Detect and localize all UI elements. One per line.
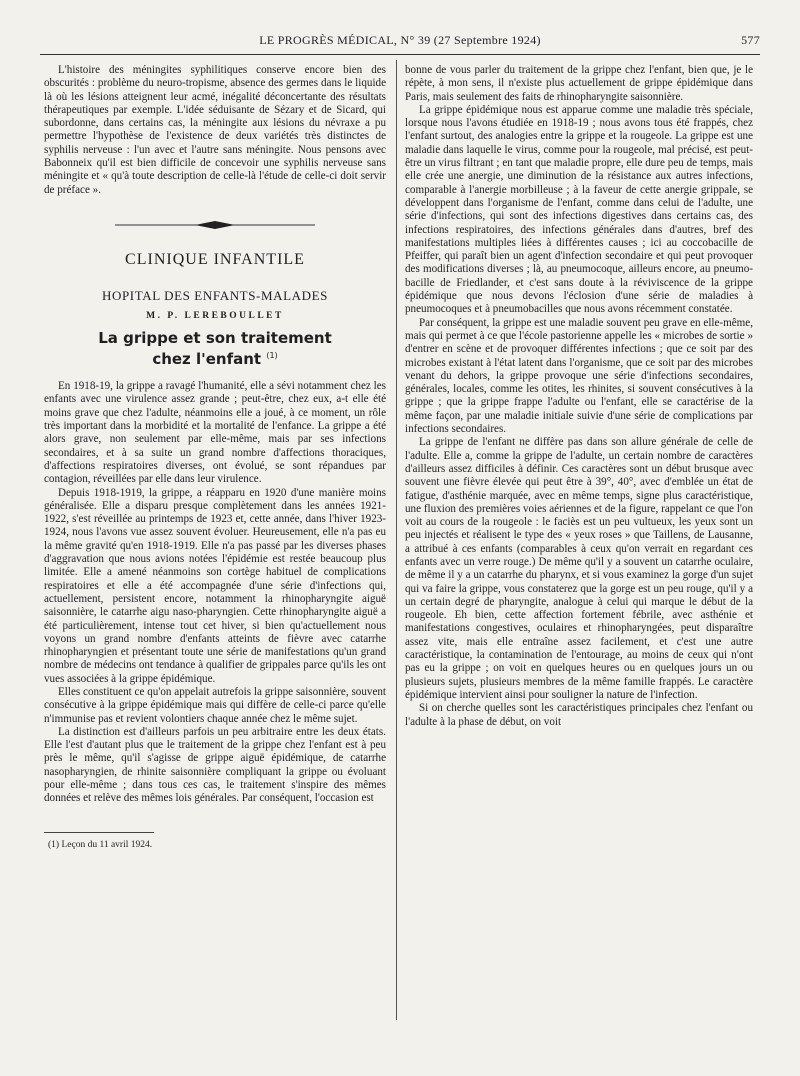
page-header [40,33,760,51]
journal-title: LE PROGRÈS MÉDICAL, N° 39 (27 Septembre 1924) [259,33,541,47]
column-divider [396,60,397,1020]
hospital-name: HOPITAL DES ENFANTS-MALADES [101,287,329,303]
header-rule [40,54,760,55]
section-title: CLINIQUE INFANTILE [125,251,305,269]
author-name: M. P. LEREBOULLET [146,310,284,321]
body-paragraph: Depuis 1918-1919, la grippe, a réapparu en 1920 d'une manière moins généralisée. Elle a disparu presque complètement dans les années 1921-1922, s'est réveillée au printemps de 1923 et, cette année, dans l'hiver 1923-1924, nous l'avons vue assez souvent évoluer. Heureusement, elle n'a pas eu la même gravité qu'en 1918-1919. Elle n'a pas passé par les diverses phases d'aggravation que nous avions notées l'épidémie est restée beaucoup plus limitée. Elle a amené néanmoins son cortège habituel de complications respiratoires et elle a été accompagnée d'une série d'infections qui, actuellement, persistent encore, notamment la rhinopharyngite aiguë saisonnière, le catarrhe aigu naso-pharyngien. Cette rhinopharyngite aiguë a été particulièrement, intense tout cet hiver, si bien qu'actuellement nous voyons un grand nombre d'enfants atteints de fièvre avec catarrhe rhinopharyngien et présentant toute une série de manifestations qu'un grand nombre de médecins ont tendance à qualifier de grippales parce qu'ils les ont vues associées à la grippe épidémique. [44,486,386,685]
left-column [44,64,386,852]
footnote: (1) Leçon du 11 avril 1924. [48,839,153,850]
right-column [405,64,753,729]
ornament-divider [44,219,386,235]
body-paragraph: La grippe de l'enfant ne diffère pas dans son allure générale de celle de l'adulte. Elle a, comme la grippe de l'adulte, un certain nombre de caractères d'ailleurs assez difficiles à définir. Ces caractères sont un début brusque avec souvent une fièvre élevée qui peut être à 39°, 40°, avec d'emblée un état de fatigue, d'asthénie marquée, avec en même temps, signe plus caractéristique, une fluxion des premières voies aériennes et de la figure, rappelant ce que l'on voit au cours de la rougeole : le faciès est un peu vultueux, les yeux sont un peu injectés et réalisent le type des « yeux roses » que Taillens, de Lausanne, a attribué à ces enfants (comparables à ceux qu'on verrait en regardant ces enfants avec un verre rouge.) De même qu'il y a souvent un catarrhe oculaire, de même il y a un catarrhe du pharynx, et si vous examinez la gorge d'un sujet qui va faire la grippe, vous constaterez que la gorge est un peu rouge, qu'il y a un certain degré de pharyngite, analogue à celui qui marque le début de la rougeole. Eh bien, cette affection fortement fébrile, avec asthénie et manifestations congestives, oculaires et rhinopharyngées, peut disparaître assez vite, mais elle entraîne assez facilement, et c'est une autre caractéristique, la contamination de l'entourage, au moins de ceux qui n'ont pas eu la grippe ; on voit en quelques heures ou en quelques jours un ou plusieurs sujets, plusieurs membres de la même famille frappés. Le caractère épidémique intervient ainsi pour souligner la nature de l'infection. [405,436,753,701]
body-paragraph: bonne de vous parler du traitement de la grippe chez l'enfant, bien que, je le répète, à mon sens, il n'existe plus actuellement de grippe épidémique dans Paris, mais seulement des faits de rhinopharyngite saisonnière. [405,64,753,103]
body-paragraph: Par conséquent, la grippe est une maladie souvent peu grave en elle-même, mais qui permet à ce que l'école pastorienne appelle les « microbes de sortie » d'entrer en scène et de provoquer différentes infections ; que ce soit par des microbes existant à l'état latent dans l'organisme, que ce soit par des microbes venant du dehors, la grippe provoque une série d'infections secondaires, générales, locales, comme les otites, les rhinites, si souvent consécutives à la grippe ; que la grippe frappe l'adulte ou l'enfant, elle se caractérise de la même façon, par une maladie initiale suivie d'une série de complications par infections secondaires. [405,316,753,436]
body-paragraph: La grippe épidémique nous est apparue comme une maladie très spéciale, lorsque nous l'avons étudiée en 1918-19 ; nous avons tous été frappés, chez l'enfant surtout, des analogies entre la grippe et la rougeole. La grippe est une maladie dans laquelle le virus, comme pour la rougeole, mal précisé, est peut-être un virus filtrant ; en tant que maladie propre, elle dure peu de temps, mais elle crée une anergie, une diminution de la résistance aux autres infections, comparable à l'anergie morbilleuse ; à la faveur de cette anergie grippale, se développent dans l'organisme de l'enfant, comme dans celui de l'adulte, une série d'infections, qui sont des infections digestives dans certains cas, des infections respiratoires, des infections générales dans d'autres, bref des manifestations multiples liées à différentes causes ; ici au coccobacille de Pfeiffer, qui paraît bien un agent d'infection secondaire et qui peut provoquer des modifications diverses ; là, au pneumocoque, ailleurs encore, au pneumo-bacille de Friedlander, et c'est sans doute à la réviviscence de la grippe épidémique que nous devons l'éclosion d'une série de maladies à pneumocoques et à pneumobacilles que nous avons récemment constatée. [405,103,753,316]
footnote-rule [44,832,154,833]
ornament-icon [115,219,315,231]
body-paragraph: En 1918-19, la grippe a ravagé l'humanité, elle a sévi notamment chez les enfants avec une virulence assez grande ; peut-être, chez eux, a-t elle été moins grave que chez l'adulte, néanmoins elle a joué, à ce moment, un rôle très important dans la morbidité et la mortalité de l'enfance. La grippe a été alors grave, non seulement par elle-même, mais par ses infections secondaires, et à sa suite un grand nombre d'affections thoraciques, d'affections respiratoires diverses, ont évolué, se sont répandues par contagion, réveillées par elle dans leur virulence. [44,380,386,486]
footnote-marker: (1) [266,351,278,361]
article-title [44,329,386,368]
page-number: 577 [741,33,760,47]
article-title-line-1: La grippe et son traitement [98,329,332,348]
article-title-line-2: chez l'enfant [152,350,262,369]
body-paragraph: Elles constituent ce qu'on appelait autrefois la grippe saisonnière, souvent consécutive à la grippe épidémique mais qui diffère de celle-ci parce qu'elle n'immunise pas et revient volontiers chaque année chez le même sujet. [44,685,386,725]
body-paragraph: La distinction est d'ailleurs parfois un peu arbitraire entre les deux états. Elle l'est d'autant plus que le traitement de la grippe chez l'enfant est à peu près le même, qu'il s'agisse de grippe aiguë épidémique, de catarrhe nasopharyngien, de rhinite saisonnière compliquant la grippe ou évoluant pour elle-même ; dans tous ces cas, le traitement s'inspire des mêmes données et relève des mêmes lois générales. Par conséquent, l'occasion est [44,725,386,805]
body-paragraph: Si on cherche quelles sont les caractéristiques principales chez l'enfant ou l'adulte à la phase de début, on voit [405,702,753,728]
intro-paragraph: L'histoire des méningites syphilitiques conserve encore bien des obscurités : problème du neuro-tropisme, absence des germes dans le liquide là où les lésions atteignent leur acmé, inégalité déconcertante des résultats thérapeutiques par exemple. L'idée séduisante de Sézary et de Sicard, qui subordonne, dans certains cas, la méningite aux lésions du névraxe a pu permettre l'hypothèse de l'existence de deux variétés très distinctes de syphilis nerveuse : l'un avec et l'autre sans méningite. Nous pensons avec Babonneix qu'il est bien difficile de concevoir une syphilis nerveuse sans méningite et « qu'à toute description de celle-là l'étude de celle-ci doit servir de préface ». [44,64,386,196]
